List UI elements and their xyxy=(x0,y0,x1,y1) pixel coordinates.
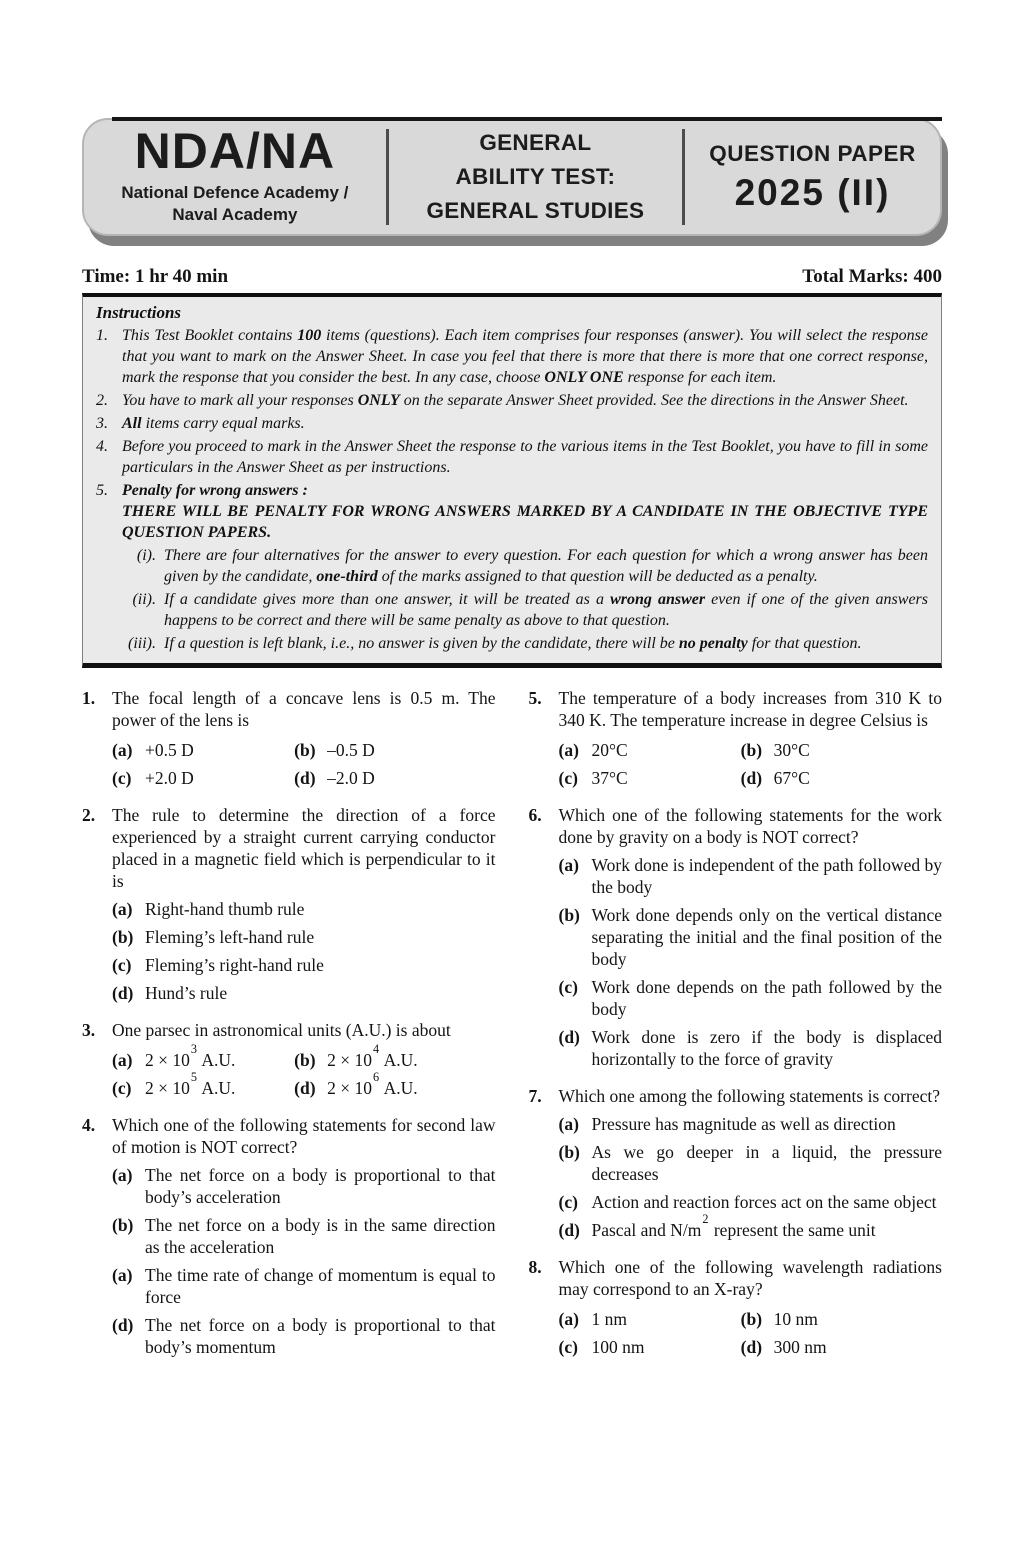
question-text: Which one among the following statements is correct? xyxy=(558,1086,940,1106)
option-text: Right-hand thumb rule xyxy=(145,899,305,919)
option-d xyxy=(558,1212,943,1241)
paper-header-banner xyxy=(82,118,942,236)
option-text: 300 nm xyxy=(773,1337,827,1357)
questions-area xyxy=(82,687,942,1373)
paper-year: 2025 (II) xyxy=(734,171,891,213)
header-test-section xyxy=(389,120,682,234)
option-a xyxy=(559,739,741,761)
option-text: Work done is zero if the body is displaced horizontally to the force of gravity xyxy=(591,1027,942,1069)
question-text: One parsec in astronomical units (A.U.) is about xyxy=(112,1020,451,1040)
instruction-text: All items carry equal marks. xyxy=(122,415,305,432)
option-b xyxy=(112,1214,496,1258)
question-2 xyxy=(82,804,496,1004)
option-c-misprinted-a xyxy=(112,1264,496,1308)
question-text: The temperature of a body increases from 310 K to 340 K. The temperature increase in degree Celsius is xyxy=(558,688,942,730)
option-text: –2.0 D xyxy=(327,768,375,788)
options xyxy=(559,733,943,789)
option-label: (b) xyxy=(112,1215,134,1235)
option-label: (b) xyxy=(558,905,580,925)
option-label: (b) xyxy=(558,1142,580,1162)
option-d xyxy=(112,1314,496,1358)
question-body xyxy=(559,1256,943,1358)
instruction-item-4 xyxy=(96,436,928,478)
option-label: (c) xyxy=(558,1337,578,1357)
option-text: Fleming’s right-hand rule xyxy=(145,955,324,975)
option-text: $2 \times 10^6$ A.U. xyxy=(327,1070,418,1098)
instruction-item-2 xyxy=(96,390,928,411)
option-text: Work done depends on the path followed by the body xyxy=(591,977,942,1019)
question-number: 4. xyxy=(82,1115,96,1135)
instruction-sub-number: (ii). xyxy=(132,591,156,608)
question-body xyxy=(112,1019,496,1099)
question-number: 6. xyxy=(528,805,542,825)
question-4 xyxy=(82,1114,496,1358)
options xyxy=(559,854,943,1070)
instruction-text: There are four alternatives for the answer to every question. For each question for which a wrong answer has been given by the candidate, one-third of the marks assigned to that question will be deducted as a penalty. xyxy=(164,547,928,585)
option-text: 67°C xyxy=(773,768,810,788)
question-text: The focal length of a concave lens is 0.5 m. The power of the lens is xyxy=(112,688,496,730)
option-label: (a) xyxy=(112,899,133,919)
question-number: 7. xyxy=(528,1086,542,1106)
option-label: (d) xyxy=(740,768,763,788)
instruction-text: You have to mark all your responses ONLY on the separate Answer Sheet provided. See the directions in the Answer Sheet. xyxy=(122,392,909,409)
time-allowed: Time: 1 hr 40 min xyxy=(82,266,229,287)
option-c xyxy=(559,1191,943,1213)
instruction-sub-number: (i). xyxy=(136,547,156,564)
instructions-title: Instructions xyxy=(96,303,182,322)
option-label: (a) xyxy=(112,740,133,760)
option-b xyxy=(112,926,496,948)
option-a xyxy=(112,898,496,920)
option-d xyxy=(741,1336,942,1358)
option-a xyxy=(559,1113,943,1135)
test-title-line3: GENERAL STUDIES xyxy=(426,197,645,223)
option-b xyxy=(294,1042,495,1071)
test-title-line2: ABILITY TEST: xyxy=(455,164,616,190)
org-acronym: NDA/NA xyxy=(134,122,336,179)
question-1 xyxy=(82,687,496,789)
question-7 xyxy=(529,1085,943,1241)
question-number: 3. xyxy=(82,1020,96,1040)
total-marks: Total Marks: 400 xyxy=(802,266,942,287)
option-label: (b) xyxy=(294,740,316,760)
options xyxy=(112,1043,496,1099)
option-c xyxy=(559,1336,741,1358)
option-label: (c) xyxy=(558,1192,578,1212)
option-text: +0.5 D xyxy=(145,740,194,760)
question-text: Which one of the following wavelength radiations may correspond to an X-ray? xyxy=(558,1257,942,1299)
option-b xyxy=(294,739,495,761)
org-full-name-line1: National Defence Academy / xyxy=(121,183,349,203)
question-body xyxy=(559,1085,943,1241)
option-a xyxy=(559,854,943,898)
option-a xyxy=(112,1042,294,1071)
instruction-item-5 xyxy=(96,480,928,543)
option-label: (d) xyxy=(112,983,134,1003)
option-text: Pascal and $N/m^2$ represent the same unit xyxy=(591,1212,876,1240)
option-a xyxy=(112,1164,496,1208)
instruction-sub-number: (iii). xyxy=(128,635,156,652)
question-body xyxy=(112,1114,496,1358)
option-label: (d) xyxy=(294,768,316,788)
option-text: The net force on a body is in the same direction as the acceleration xyxy=(145,1215,496,1257)
org-full-name-line2: Naval Academy xyxy=(172,205,298,225)
option-text: The net force on a body is proportional to that body’s acceleration xyxy=(145,1165,496,1207)
option-c xyxy=(559,767,741,789)
option-text: As we go deeper in a liquid, the pressure decreases xyxy=(591,1142,942,1184)
instruction-text: Penalty for wrong answers : THERE WILL BE PENALTY FOR WRONG ANSWERS MARKED BY A CANDIDATE IN THE OBJECTIVE TYPE QUESTION PAPERS. xyxy=(122,482,928,541)
question-8 xyxy=(529,1256,943,1358)
option-label: (d) xyxy=(112,1315,134,1335)
question-number: 5. xyxy=(528,688,542,708)
option-label: (c) xyxy=(112,1078,132,1098)
option-label: (a) xyxy=(112,1265,133,1285)
option-c xyxy=(112,1070,294,1099)
question-5 xyxy=(529,687,943,789)
header-org-section xyxy=(84,120,386,234)
instructions-box xyxy=(82,293,942,668)
question-text: Which one of the following statements for second law of motion is NOT correct? xyxy=(112,1115,496,1157)
option-label: (c) xyxy=(558,768,578,788)
instruction-subitem-ii xyxy=(96,589,928,631)
question-text: The rule to determine the direction of a force experienced by a straight current carrying conductor placed in a magnetic field which is perpendicular to it is xyxy=(112,805,496,891)
option-d xyxy=(741,767,942,789)
options xyxy=(559,1113,943,1241)
option-c xyxy=(559,976,943,1020)
question-6 xyxy=(529,804,943,1070)
option-text: $2 \times 10^5$ A.U. xyxy=(145,1070,236,1098)
option-d xyxy=(294,1070,495,1099)
option-text: The net force on a body is proportional to that body’s momentum xyxy=(145,1315,496,1357)
option-b xyxy=(559,1141,943,1185)
options xyxy=(559,1302,943,1358)
question-body xyxy=(112,687,496,789)
option-label: (d) xyxy=(740,1337,763,1357)
option-label: (b) xyxy=(294,1050,316,1070)
option-label: (c) xyxy=(112,955,132,975)
option-label: (d) xyxy=(558,1220,580,1240)
question-number: 1. xyxy=(82,688,96,708)
question-body xyxy=(559,804,943,1070)
option-label: (a) xyxy=(112,1165,133,1185)
instruction-text: If a question is left blank, i.e., no answer is given by the candidate, there will be no penalty for that question. xyxy=(164,635,862,652)
option-text: $2 \times 10^3$ A.U. xyxy=(145,1042,236,1070)
option-text: 20°C xyxy=(591,740,628,760)
option-text: 37°C xyxy=(591,768,628,788)
options xyxy=(112,733,496,789)
option-label: (c) xyxy=(112,768,132,788)
questions-right-column xyxy=(529,687,943,1373)
option-d xyxy=(559,1026,943,1070)
option-text: Action and reaction forces act on the same object xyxy=(591,1192,937,1212)
question-number: 8. xyxy=(528,1257,542,1277)
instruction-number: 2. xyxy=(96,392,108,409)
option-label: (a) xyxy=(558,855,579,875)
header-paper-section xyxy=(685,120,940,234)
option-text: Hund’s rule xyxy=(145,983,228,1003)
option-text: Fleming’s left-hand rule xyxy=(145,927,315,947)
instruction-number: 5. xyxy=(96,482,108,499)
option-label: (a) xyxy=(558,1309,579,1329)
instruction-subitem-iii xyxy=(96,633,928,654)
instruction-number: 1. xyxy=(96,327,108,344)
option-text: 10 nm xyxy=(773,1309,818,1329)
option-label: (d) xyxy=(294,1078,316,1098)
paper-label: QUESTION PAPER xyxy=(709,140,916,166)
test-title-line1: GENERAL xyxy=(479,130,592,156)
option-label: (a) xyxy=(558,1114,579,1134)
option-c xyxy=(112,767,294,789)
options xyxy=(112,898,496,1004)
option-text: 1 nm xyxy=(591,1309,627,1329)
instruction-text: This Test Booklet contains 100 items (questions). Each item comprises four responses (answer). You will select the response that you want to mark on the Answer Sheet. In case you feel that there is more that there is more that one correct response, mark the response that you consider the best. In any case, choose ONLY ONE response for each item. xyxy=(122,327,928,386)
option-text: Work done is independent of the path followed by the body xyxy=(591,855,942,897)
option-label: (b) xyxy=(112,927,134,947)
option-text: +2.0 D xyxy=(145,768,194,788)
option-text: 30°C xyxy=(773,740,810,760)
instruction-item-3 xyxy=(96,413,928,434)
instruction-subitem-i xyxy=(96,545,928,587)
options xyxy=(112,1164,496,1358)
option-label: (a) xyxy=(112,1050,133,1070)
question-body xyxy=(112,804,496,1004)
exam-paper-page xyxy=(0,118,1024,1373)
option-d xyxy=(112,982,496,1004)
instruction-text: Before you proceed to mark in the Answer Sheet the response to the various items in the Test Booklet, you have to fill in some particulars in the Answer Sheet as per instructions. xyxy=(122,438,928,476)
instruction-text: If a candidate gives more than one answer, it will be treated as a wrong answer even if one of the given answers happens to be correct and there will be same penalty as above to that question. xyxy=(164,591,929,629)
option-label: (c) xyxy=(558,977,578,997)
option-a xyxy=(559,1308,741,1330)
question-3 xyxy=(82,1019,496,1099)
option-text: –0.5 D xyxy=(327,740,375,760)
option-text: Work done depends only on the vertical distance separating the initial and the final position of the body xyxy=(591,905,942,969)
option-text: The time rate of change of momentum is equal to force xyxy=(145,1265,496,1307)
option-b xyxy=(741,1308,942,1330)
option-a xyxy=(112,739,294,761)
option-label: (a) xyxy=(558,740,579,760)
option-text: 100 nm xyxy=(591,1337,645,1357)
option-label: (b) xyxy=(740,1309,763,1329)
option-d xyxy=(294,767,495,789)
instruction-number: 3. xyxy=(96,415,108,432)
option-label: (b) xyxy=(740,740,763,760)
option-b xyxy=(741,739,942,761)
meta-row xyxy=(82,266,942,288)
instruction-item-1 xyxy=(96,325,928,388)
option-b xyxy=(559,904,943,970)
question-body xyxy=(559,687,943,789)
instruction-number: 4. xyxy=(96,438,108,455)
question-number: 2. xyxy=(82,805,96,825)
option-c xyxy=(112,954,496,976)
questions-left-column xyxy=(82,687,496,1373)
question-text: Which one of the following statements for the work done by gravity on a body is NOT correct? xyxy=(558,805,942,847)
option-text: Pressure has magnitude as well as direction xyxy=(591,1114,896,1134)
option-label: (d) xyxy=(558,1027,580,1047)
option-text: $2 \times 10^4$ A.U. xyxy=(327,1042,418,1070)
